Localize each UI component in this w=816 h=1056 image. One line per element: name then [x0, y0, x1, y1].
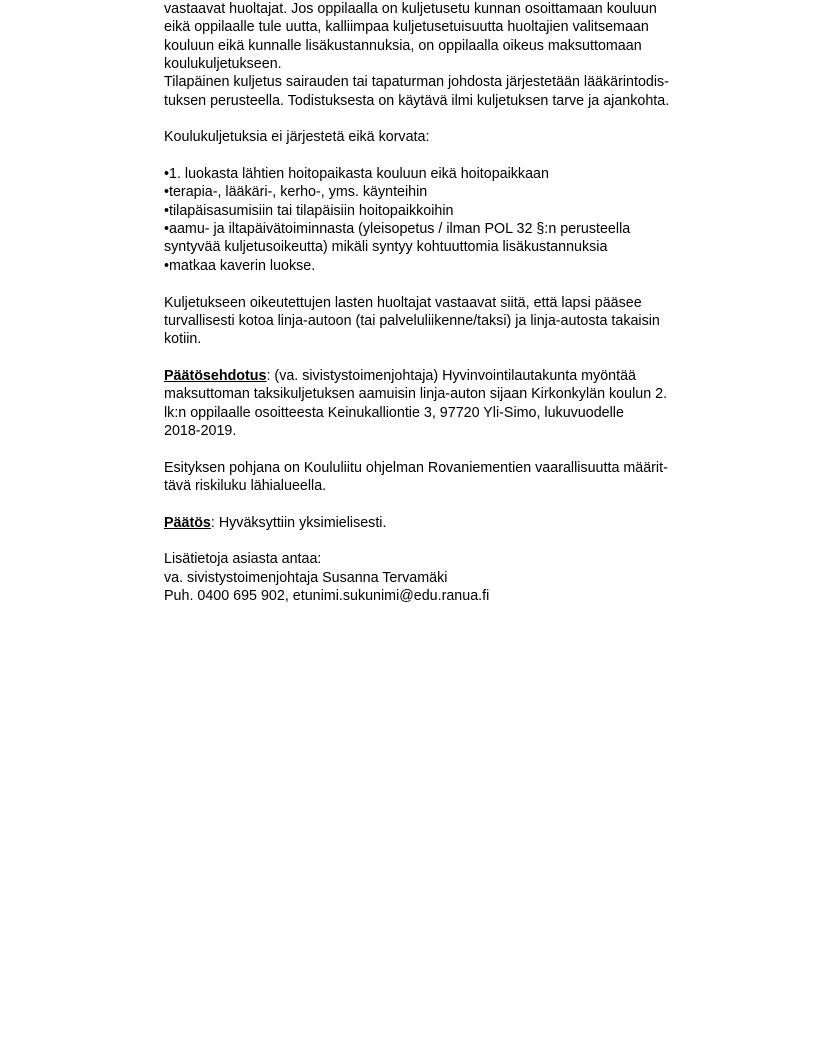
proposal-text: : (va. sivistystoimenjohtaja) Hyvinvointilautakunta myöntää [266, 367, 636, 384]
text-line: va. sivistystoimenjohtaja Susanna Tervamäki [164, 569, 448, 586]
text-line: kotiin. [164, 331, 202, 348]
list-item: •1. luokasta lähtien hoitopaikasta kouluun eikä hoitopaikkaan [164, 166, 549, 183]
text-line: tävä riskiluku lähialueella. [164, 477, 327, 494]
text-line: Lisätietoja asiasta antaa: [164, 551, 322, 568]
proposal-paragraph [164, 367, 744, 440]
document-body [164, 0, 744, 605]
text-line: lk:n oppilaalle osoitteesta Keinukalliontie 3, 97720 Yli-Simo, lukuvuodelle [164, 404, 624, 421]
guardians-paragraph [164, 294, 744, 349]
text-line: maksuttoman taksikuljetuksen aamuisin linja-auton sijaan Kirkonkylän koulun 2. [164, 386, 668, 403]
text-line: Kuljetukseen oikeutettujen lasten huoltajat vastaavat siitä, että lapsi pääsee [164, 294, 642, 311]
list-item: •terapia-, lääkäri-, kerho-, yms. käynteihin [164, 184, 428, 201]
proposal-label: Päätösehdotus [164, 367, 267, 384]
text-line: koulukuljetukseen. [164, 56, 282, 73]
text-line: Tilapäinen kuljetus sairauden tai tapaturman johdosta järjestetään lääkärintodis- [164, 74, 669, 91]
contact-details: Puh. 0400 695 902, etunimi.sukunimi@edu.ranua.fi [164, 588, 490, 604]
decision-label: Päätös [164, 514, 211, 531]
text-line: kouluun eikä kunnalle lisäkustannuksia, on oppilaalla oikeus maksuttomaan [164, 37, 642, 54]
text-line: 2018-2019. [164, 422, 237, 439]
decision-paragraph [164, 514, 744, 532]
list-item: •matkaa kaverin luokse. [164, 257, 316, 274]
list-item: •tilapäisasumisiin tai tilapäisiin hoitopaikkoihin [164, 202, 454, 219]
exclusions-heading: Koulukuljetuksia ei järjestetä eikä korvata: [164, 129, 430, 146]
text-line [164, 367, 744, 385]
text-line: eikä oppilaalle tule uutta, kalliimpaa kuljetusetuisuutta huoltajien valitsemaan [164, 19, 649, 36]
basis-paragraph [164, 459, 744, 496]
contact-paragraph [164, 550, 744, 605]
decision-text: : Hyväksyttiin yksimielisesti. [210, 514, 387, 531]
list-item-continuation: syntyvää kuljetusoikeutta) mikäli syntyy kohtuuttomia lisäkustannuksia [164, 239, 608, 256]
text-line: Esityksen pohjana on Koululiitu ohjelman Rovaniementien vaarallisuutta määrit- [164, 459, 668, 476]
intro-paragraph [164, 0, 744, 110]
text-line: vastaavat huoltajat. Jos oppilaalla on kuljetusetu kunnan osoittamaan kouluun [164, 1, 657, 17]
list-item: •aamu- ja iltapäivätoiminnasta (yleisopetus / ilman POL 32 §:n perusteella [164, 221, 631, 238]
exclusions-list [164, 165, 744, 275]
text-line: turvallisesti kotoa linja-autoon (tai palveluliikenne/taksi) ja linja-autosta takaisin [164, 312, 660, 329]
text-line: tuksen perusteella. Todistuksesta on käytävä ilmi kuljetuksen tarve ja ajankohta. [164, 92, 670, 109]
